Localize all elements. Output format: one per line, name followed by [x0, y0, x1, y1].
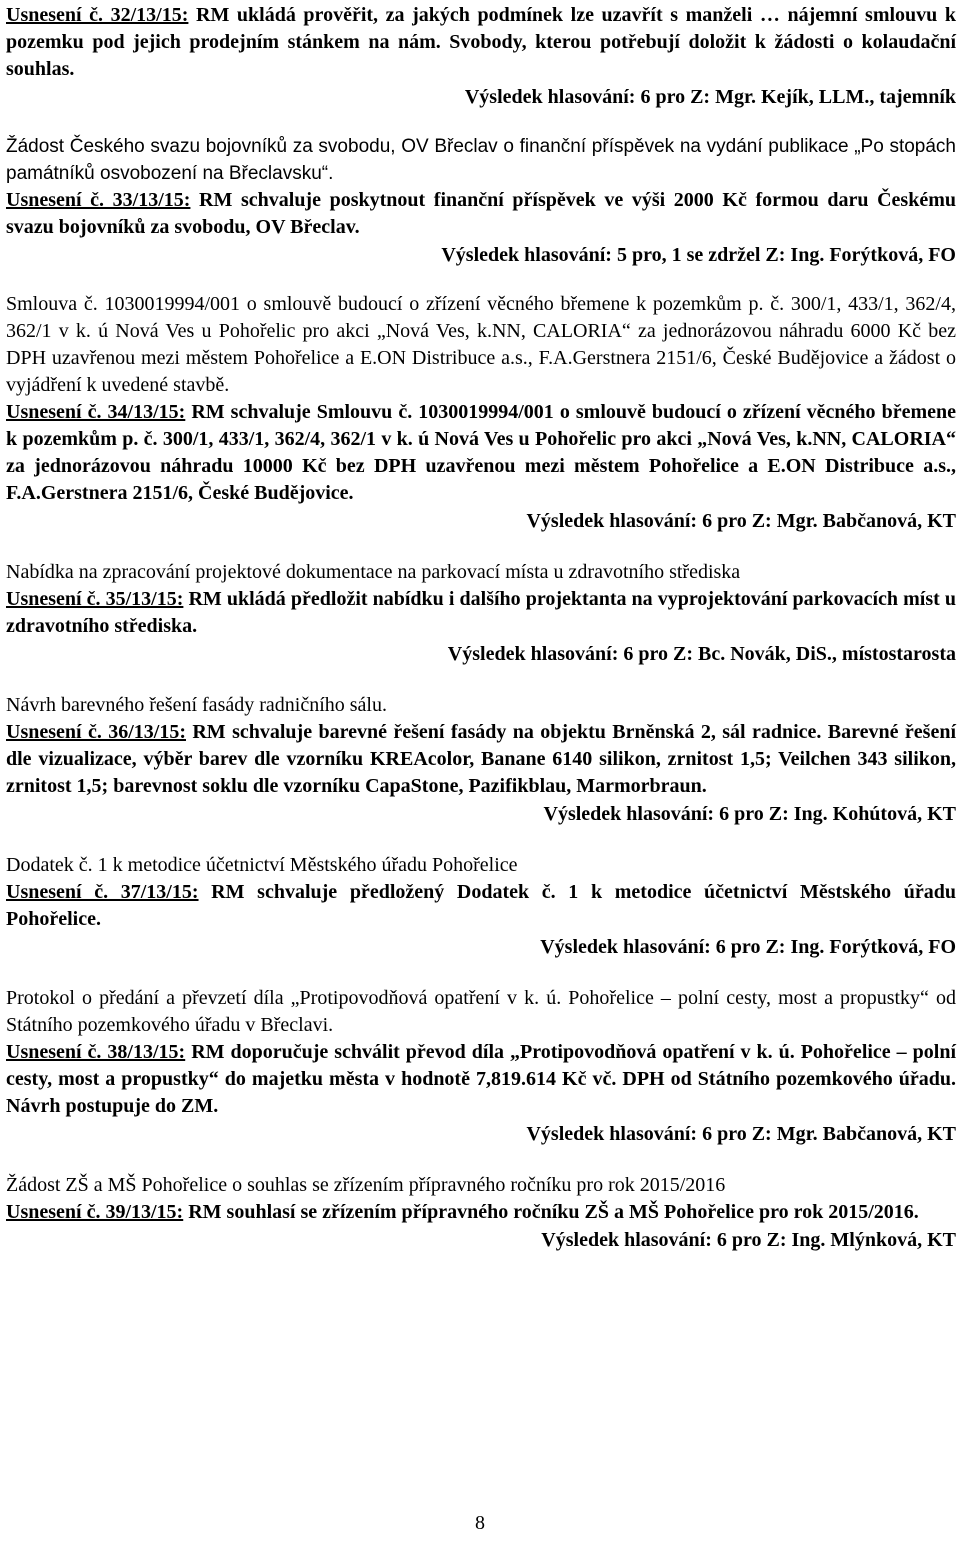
- resolution-33-vote: Výsledek hlasování: 5 pro, 1 se zdržel Z: Ing. Forýtková, FO: [441, 244, 956, 266]
- section-39-heading: Žádost ZŠ a MŠ Pohořelice o souhlas se zřízením přípravného ročníku pro rok 2015/2016: [6, 1174, 726, 1196]
- section-34-heading: Smlouva č. 1030019994/001 o smlouvě budoucí o zřízení věcného břemene k pozemkům p. č. 300/1, 433/1, 362/4, 362/1 v k. ú Nová Ves u Pohořelic pro akci „Nová Ves, k.NN, CALORIA“ za jednorázovou náhradu 6000 Kč bez DPH uzavřenou mezi městem Pohořelice a E.ON Distribuce a.s., F.A.Gerstnera 2151/6, České Budějovice a žádost o vyjádření k uvedené stavbě.: [6, 293, 956, 396]
- resolution-34-vote: Výsledek hlasování: 6 pro Z: Mgr. Babčanová, KT: [526, 510, 956, 532]
- resolution-33: [6, 187, 956, 241]
- resolution-35-text: RM ukládá předložit nabídku i dalšího projektanta na vyprojektování parkovacích míst u zdravotního střediska.: [6, 588, 956, 637]
- resolution-39-vote: Výsledek hlasování: 6 pro Z: Ing. Mlýnková, KT: [541, 1229, 956, 1251]
- resolution-35-vote: Výsledek hlasování: 6 pro Z: Bc. Novák, DiS., místostarosta: [447, 643, 956, 665]
- resolution-33-text: RM schvaluje poskytnout finanční příspěvek ve výši 2000 Kč formou daru Českému svazu bojovníků za svobodu, OV Břeclav.: [6, 189, 956, 238]
- resolution-37-vote: Výsledek hlasování: 6 pro Z: Ing. Forýtková, FO: [540, 936, 956, 958]
- resolution-39-text: RM souhlasí se zřízením přípravného ročníku ZŠ a MŠ Pohořelice pro rok 2015/2016.: [183, 1201, 919, 1223]
- resolution-36-vote: Výsledek hlasování: 6 pro Z: Ing. Kohútová, KT: [543, 803, 956, 825]
- resolution-34: [6, 399, 956, 507]
- resolution-32: [6, 2, 956, 83]
- section-35-heading: Nabídka na zpracování projektové dokumentace na parkovací místa u zdravotního střediska: [6, 561, 741, 583]
- section-37-heading: Dodatek č. 1 k metodice účetnictví Městského úřadu Pohořelice: [6, 854, 518, 876]
- resolution-38-label: Usnesení č. 38/13/15:: [6, 1041, 186, 1063]
- resolution-34-label: Usnesení č. 34/13/15:: [6, 401, 186, 423]
- resolution-33-label: Usnesení č. 33/13/15:: [6, 189, 191, 211]
- resolution-37-label: Usnesení č. 37/13/15:: [6, 881, 199, 903]
- section-33-heading: Žádost Českého svazu bojovníků za svobodu, OV Břeclav o finanční příspěvek na vydání publikace „Po stopách památníků osvobození na Břeclavsku“.: [6, 136, 956, 184]
- resolution-38-text: RM doporučuje schválit převod díla „Protipovodňová opatření v k. ú. Pohořelice – polní cesty, most a propustky“ do majetku města v hodnotě 7,819.614 Kč vč. DPH od Státního pozemkového úřadu. Návrh postupuje do ZM.: [6, 1041, 957, 1117]
- resolution-38-vote: Výsledek hlasování: 6 pro Z: Mgr. Babčanová, KT: [526, 1123, 956, 1145]
- document-page: [6, 0, 956, 1254]
- resolution-36-label: Usnesení č. 36/13/15:: [6, 721, 186, 743]
- section-38-heading: Protokol o předání a převzetí díla „Protipovodňová opatření v k. ú. Pohořelice – polní cesty, most a propustky“ od Státního pozemkového úřadu v Břeclavi.: [6, 987, 956, 1036]
- resolution-39: [6, 1199, 956, 1226]
- resolution-32-vote: Výsledek hlasování: 6 pro Z: Mgr. Kejík, LLM., tajemník: [464, 86, 956, 108]
- resolution-36-text: RM schvaluje barevné řešení fasády na objektu Brněnská 2, sál radnice. Barevné řešení dle vizualizace, výběr barev dle vzorníku KREAcolor, Banane 6140 silikon, zrnitost 1,5; Veilchen 343 silikon, zrnitost 1,5; barevnost soklu dle vzorníku CapaStone, Pazifikblau, Marmorbraun.: [6, 721, 956, 797]
- resolution-32-label: Usnesení č. 32/13/15:: [6, 4, 189, 26]
- resolution-37: [6, 879, 956, 933]
- resolution-36: [6, 719, 956, 800]
- resolution-38: [6, 1039, 956, 1120]
- page-number: 8: [475, 1512, 485, 1534]
- resolution-35-label: Usnesení č. 35/13/15:: [6, 588, 184, 610]
- resolution-39-label: Usnesení č. 39/13/15:: [6, 1201, 184, 1223]
- resolution-37-text: RM schvaluje předložený Dodatek č. 1 k metodice účetnictví Městského úřadu Pohořelice.: [6, 881, 956, 930]
- resolution-32-text: RM ukládá prověřit, za jakých podmínek lze uzavřít s manželi … nájemní smlouvu k pozemku pod jejich prodejním stánkem na nám. Svobody, kterou potřebují doložit k žádosti o kolaudační souhlas.: [6, 4, 956, 80]
- resolution-34-text: RM schvaluje Smlouvu č. 1030019994/001 o smlouvě budoucí o zřízení věcného břemene k pozemkům p. č. 300/1, 433/1, 362/4, 362/1 v k. ú Nová Ves u Pohořelic pro akci „Nová Ves, k.NN, CALORIA“ za jednorázovou náhradu 10000 Kč bez DPH uzavřenou mezi městem Pohořelice a E.ON Distribuce a.s., F.A.Gerstnera 2151/6, České Budějovice.: [6, 401, 956, 504]
- resolution-35: [6, 586, 956, 640]
- section-36-heading: Návrh barevného řešení fasády radničního sálu.: [6, 694, 387, 716]
